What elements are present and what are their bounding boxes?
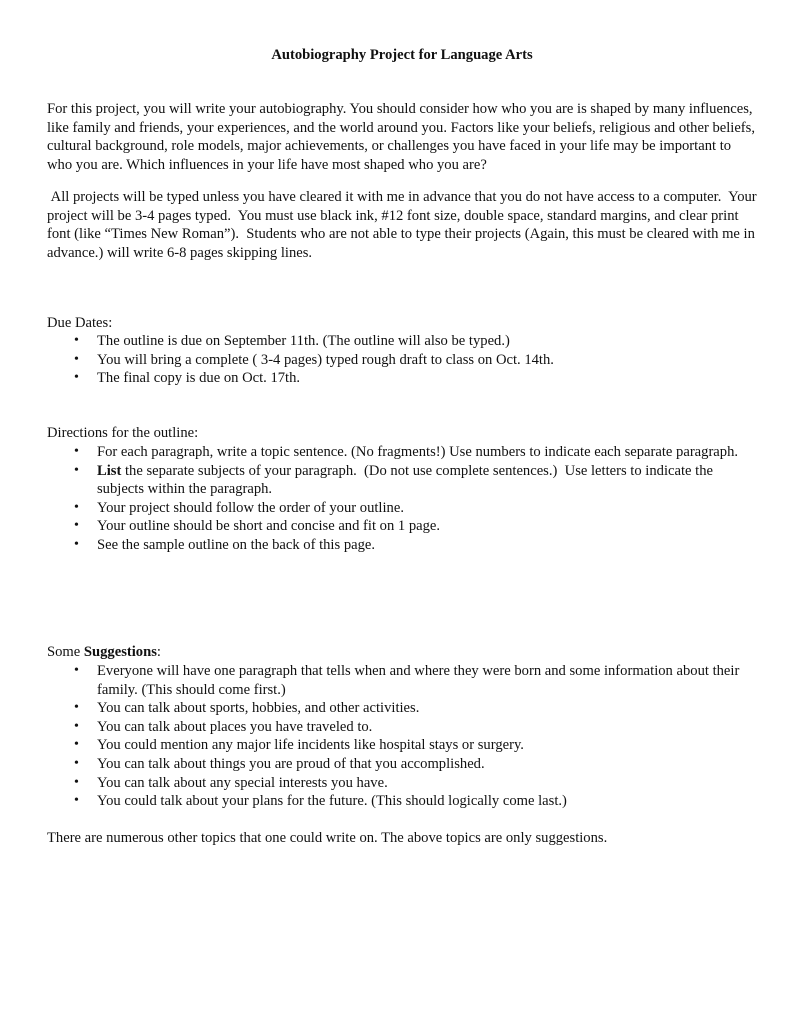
direction-item-bold: List [97,462,122,479]
direction-item-text: Your outline should be short and concise and fit on 1 page. [97,518,441,535]
direction-item [47,462,757,499]
direction-item [47,536,757,555]
suggestion-item: • You can talk about places you have traveled to. [47,718,757,737]
suggestions-heading-bold: Suggestions [83,644,157,660]
suggestions-list [47,662,757,811]
suggestion-item: • Everyone will have one paragraph that tells when and where they were born and some information about their family. (This should come first.) [47,662,757,699]
suggestion-item: • You can talk about sports, hobbies, and other activities. [47,699,757,718]
suggestion-item: • You could talk about your plans for the future. (This should logically come last.) [47,792,757,811]
document-title: Autobiography Project for Language Arts [271,47,533,63]
due-date-item: • The final copy is due on Oct. 17th. [47,369,757,388]
direction-item [47,443,757,462]
direction-item-text: Your project should follow the order of your outline. [97,499,404,516]
requirements-paragraph: All projects will be typed unless you have cleared it with me in advance that you do not have access to a computer. Your project will be 3-4 pages typed. You must use black ink, #12 font size, double space, standard margins, and clear print font (like “Times New Roman”). Students who are not able to type their projects (Again, this must be cleared with me in advance.) will write 6-8 pages skipping lines. [47,189,761,261]
suggestions-heading-prefix: Some [47,644,84,660]
due-date-item: • The outline is due on September 11th. (The outline will also be typed.) [47,332,757,351]
direction-item-text: See the sample outline on the back of this page. [97,536,376,553]
intro-paragraph: For this project, you will write your autobiography. You should consider how who you are is shaped by many influences, like family and friends, your experiences, and the world around you. Factors like your beliefs, religious and other beliefs, cultural background, role models, major achievements, or challenges you have faced in your life may be important to who you are. Which influences in your life have most shaped who you are? [47,101,755,173]
direction-item-text: the separate subjects of your paragraph. (Do not use complete sentences.) Use letters to indicate the subjects within the paragraph. [97,462,717,498]
suggestions-heading [47,643,161,662]
suggestion-item: • You can talk about things you are proud of that you accomplished. [47,755,757,774]
direction-item [47,517,757,536]
due-date-item: • You will bring a complete ( 3-4 pages) typed rough draft to class on Oct. 14th. [47,351,757,370]
directions-list [47,443,757,555]
due-dates-list [47,332,757,388]
closing-paragraph: There are numerous other topics that one could write on. The above topics are only suggestions. [47,830,608,846]
directions-heading: Directions for the outline: [47,425,199,441]
suggestions-heading-suffix: : [156,644,161,660]
suggestion-item: • You could mention any major life incidents like hospital stays or surgery. [47,736,757,755]
due-dates-heading: Due Dates: [47,315,113,331]
direction-item [47,499,757,518]
direction-item-text: For each paragraph, write a topic sentence. (No fragments!) Use numbers to indicate each separate paragraph. [97,444,739,460]
suggestion-item: • You can talk about any special interests you have. [47,774,757,793]
